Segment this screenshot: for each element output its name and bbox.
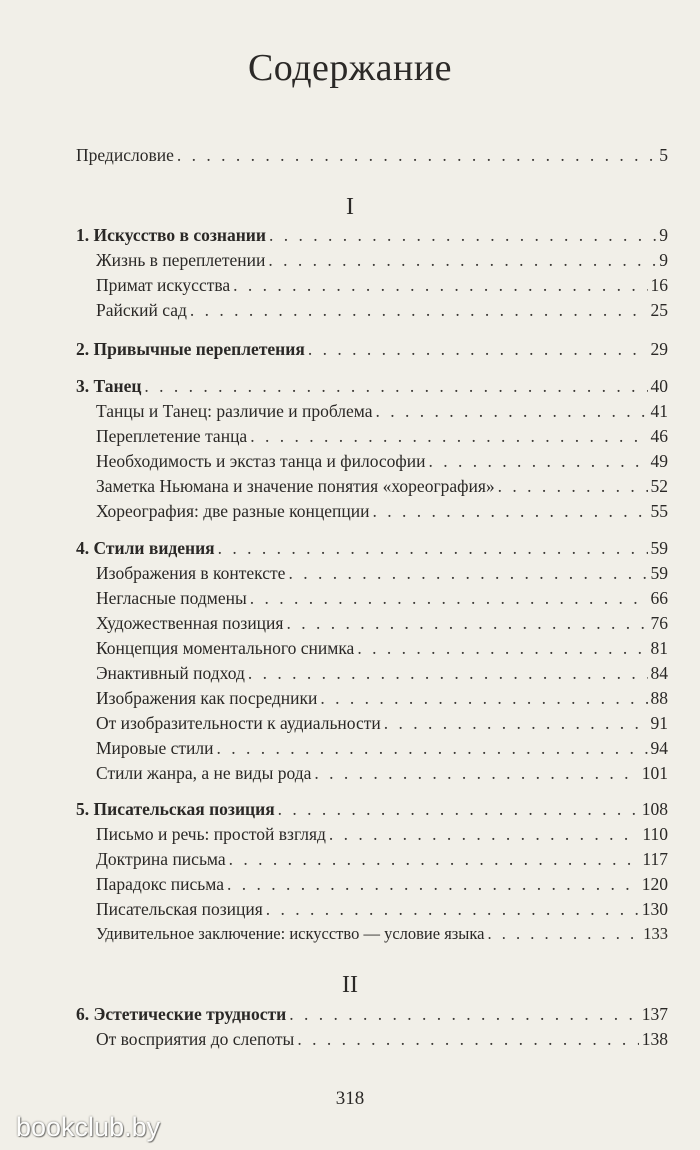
page-title: Содержание — [247, 47, 453, 89]
toc-entry-page: 130 — [641, 899, 668, 919]
toc-entry-page: 41 — [650, 401, 668, 421]
toc-leader-dots — [320, 685, 647, 711]
toc-entry-page: 133 — [643, 924, 668, 943]
toc-section[interactable] — [96, 272, 668, 298]
toc-entry-page: 117 — [642, 849, 668, 869]
toc-entry-label: Райский сад — [96, 300, 187, 320]
toc-section[interactable] — [96, 585, 668, 611]
toc-section[interactable] — [96, 423, 668, 449]
toc-entry-label: Негласные подмены — [96, 588, 247, 608]
toc-chapter-5[interactable] — [76, 796, 668, 822]
toc-leader-dots — [268, 247, 656, 273]
toc-section[interactable] — [96, 710, 668, 736]
toc-entry-page: 46 — [650, 426, 668, 446]
toc-entry-label: Изображения в контексте — [96, 563, 286, 583]
toc-entry-label: Писательская позиция — [96, 899, 263, 919]
toc-entry-label: 5. Писательская позиция — [76, 799, 275, 819]
toc-entry-page: 110 — [642, 824, 668, 844]
toc-leader-dots — [190, 297, 648, 323]
toc-section[interactable] — [96, 1026, 668, 1052]
toc-entry-page: 94 — [650, 738, 668, 758]
toc-entry-label: От восприятия до слепоты — [96, 1029, 295, 1049]
page-number: 318 — [335, 1088, 365, 1109]
toc-entry-label: Удивительное заключение: искусство — условие языка — [96, 924, 485, 943]
toc-leader-dots — [227, 871, 639, 897]
toc-entry-page: 101 — [641, 763, 668, 783]
toc-section[interactable] — [96, 871, 668, 897]
toc-entry-page: 108 — [641, 799, 668, 819]
toc-entry-page: 138 — [641, 1029, 668, 1049]
toc-leader-dots — [266, 896, 639, 922]
toc-leader-dots — [487, 921, 640, 947]
toc-entry-label: 3. Танец — [76, 376, 142, 396]
toc-entry-label: Концепция моментального снимка — [96, 638, 355, 658]
toc-entry-page: 29 — [650, 339, 668, 359]
toc-leader-dots — [498, 473, 648, 499]
watermark-logo: bookclub.by — [16, 1112, 161, 1142]
toc-entry-label: Стили жанра, а не виды рода — [96, 763, 312, 783]
toc-leader-dots — [250, 423, 647, 449]
toc-section[interactable] — [96, 498, 668, 524]
toc-section[interactable] — [96, 735, 668, 761]
toc-leader-dots — [357, 635, 647, 661]
toc-leader-dots — [314, 760, 638, 786]
toc-entry-page: 120 — [641, 874, 668, 894]
toc-section[interactable] — [96, 685, 668, 711]
toc-entry-page: 40 — [650, 376, 668, 396]
toc-chapter-3[interactable] — [76, 373, 668, 399]
toc-entry-page: 9 — [659, 225, 668, 245]
toc-entry-page: 16 — [650, 275, 668, 295]
toc-entry-page: 81 — [650, 638, 668, 658]
toc-entry-page: 49 — [650, 451, 668, 471]
toc-entry-label: От изобразительности к аудиальности — [96, 713, 381, 733]
toc-section[interactable] — [96, 760, 668, 786]
toc-leader-dots — [288, 560, 647, 586]
toc-leader-dots — [376, 398, 648, 424]
toc-leader-dots — [289, 1001, 639, 1027]
toc-chapter-1[interactable] — [76, 222, 668, 248]
toc-entry-page: 66 — [650, 588, 668, 608]
toc-section[interactable] — [96, 896, 668, 922]
toc-entry-label: Танцы и Танец: различие и проблема — [96, 401, 373, 421]
toc-entry-label: Необходимость и экстаз танца и философии — [96, 451, 426, 471]
toc-leader-dots — [248, 660, 648, 686]
toc-section[interactable] — [96, 921, 668, 947]
toc-section[interactable] — [96, 846, 668, 872]
toc-leader-dots — [250, 585, 648, 611]
toc-leader-dots — [269, 222, 656, 248]
toc-entry-label: Хореография: две разные концепции — [96, 501, 370, 521]
toc-leader-dots — [308, 336, 648, 362]
toc-entry-label: Переплетение танца — [96, 426, 248, 446]
toc-entry-page: 88 — [650, 688, 668, 708]
toc-entry-page: 5 — [659, 145, 668, 165]
toc-entry-page: 91 — [650, 713, 668, 733]
toc-leader-dots — [218, 535, 648, 561]
toc-entry-label: Предисловие — [76, 145, 174, 165]
toc-section[interactable] — [96, 297, 668, 323]
toc-entry-preface[interactable] — [76, 142, 668, 168]
toc-leader-dots — [144, 373, 647, 399]
toc-entry-page: 55 — [650, 501, 668, 521]
toc-entry-label: Письмо и речь: простой взгляд — [96, 824, 326, 844]
toc-entry-label: Энактивный подход — [96, 663, 245, 683]
toc-chapter-2[interactable] — [76, 336, 668, 362]
toc-entry-label: Парадокс письма — [96, 874, 224, 894]
toc-leader-dots — [177, 142, 656, 168]
toc-leader-dots — [297, 1026, 638, 1052]
toc-leader-dots — [329, 821, 639, 847]
toc-section[interactable] — [96, 635, 668, 661]
toc-leader-dots — [286, 610, 647, 636]
toc-leader-dots — [229, 846, 640, 872]
toc-entry-label: 4. Стили видения — [76, 538, 215, 558]
toc-entry-page: 52 — [650, 476, 668, 496]
toc-entry-page: 76 — [650, 613, 668, 633]
toc-entry-page: 59 — [650, 538, 668, 558]
toc-entry-label: 6. Эстетические трудности — [76, 1004, 287, 1024]
toc-entry-page: 9 — [659, 250, 668, 270]
toc-leader-dots — [216, 735, 647, 761]
toc-chapter-4[interactable] — [76, 535, 668, 561]
toc-leader-dots — [428, 448, 647, 474]
toc-section[interactable] — [96, 660, 668, 686]
toc-entry-page: 25 — [650, 300, 668, 320]
toc-entry-page: 84 — [650, 663, 668, 683]
toc-chapter-6[interactable] — [76, 1001, 668, 1027]
toc-entry-page: 137 — [641, 1004, 668, 1024]
toc-entry-label: Изображения как посредники — [96, 688, 318, 708]
toc-section[interactable] — [96, 473, 668, 499]
toc-section[interactable] — [96, 610, 668, 636]
toc-entry-label: 1. Искусство в сознании — [76, 225, 266, 245]
toc-entry-label: Заметка Ньюмана и значение понятия «хореография» — [96, 476, 495, 496]
toc-section[interactable] — [96, 821, 668, 847]
toc-section[interactable] — [96, 560, 668, 586]
toc-leader-dots — [278, 796, 639, 822]
toc-section[interactable] — [96, 398, 668, 424]
toc-section[interactable] — [96, 247, 668, 273]
toc-entry-label: 2. Привычные переплетения — [76, 339, 305, 359]
toc-section[interactable] — [96, 448, 668, 474]
part-heading-two: II — [342, 972, 358, 998]
toc-leader-dots — [372, 498, 647, 524]
toc-entry-label: Доктрина письма — [96, 849, 226, 869]
toc-entry-page: 59 — [650, 563, 668, 583]
toc-entry-label: Художественная позиция — [96, 613, 284, 633]
toc-leader-dots — [384, 710, 648, 736]
toc-entry-label: Примат искусства — [96, 275, 231, 295]
part-heading-one: I — [346, 194, 354, 220]
toc-entry-label: Жизнь в переплетении — [96, 250, 266, 270]
toc-entry-label: Мировые стили — [96, 738, 214, 758]
toc-leader-dots — [233, 272, 647, 298]
